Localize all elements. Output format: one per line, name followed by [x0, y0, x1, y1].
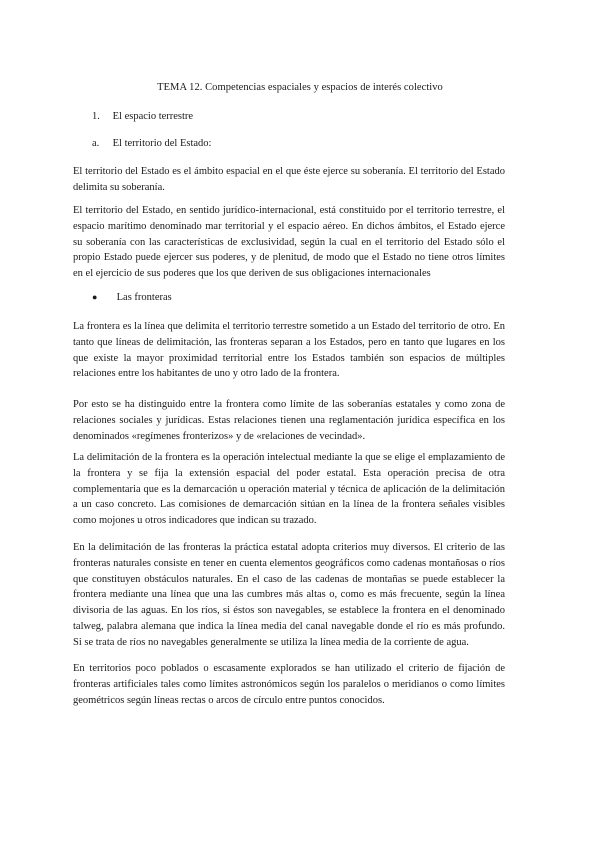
- paragraph-5: La delimitación de la frontera es la operación intelectual mediante la que se elige el emplazamiento de la frontera y se fija la extensión espacial del poder estatal. Esta operación precisa de otra complementaria que es la demarcación u operación material y técnica de aplicación de la delimitación a un caso concreto. Las comisiones de demarcación sitúan en la línea de la frontera señales visibles como mojones u otros indicadores que indican su trazado.: [73, 452, 505, 527]
- bullet-icon: ●: [92, 292, 98, 302]
- subsection-heading-territorio: [92, 138, 211, 149]
- subsection-letter: a.: [92, 138, 100, 149]
- paragraph-3: La frontera es la línea que delimita el territorio terrestre sometido a un Estado del territorio de otro. En tanto que líneas de delimitación, las fronteras separan a los Estados, pero en tanto que lugares en los que existe la mayor proximidad territorial entre los Estados también son espacios de múltiples relaciones entre los habitantes de uno y otro lado de la frontera.: [73, 321, 505, 380]
- subsection-heading-text: El territorio del Estado:: [112, 138, 212, 149]
- bullet-heading-fronteras: [92, 292, 172, 303]
- paragraph-1: El territorio del Estado es el ámbito espacial en el que éste ejerce su soberanía. El territorio del Estado delimita su soberanía.: [73, 166, 505, 193]
- section-heading-text: El espacio terrestre: [112, 111, 194, 122]
- bullet-heading-text: Las fronteras: [116, 292, 172, 303]
- section-number: 1.: [92, 111, 100, 122]
- paragraph-2: El territorio del Estado, en sentido jurídico-internacional, está constituido por el territorio terrestre, el espacio marítimo denominado mar territorial y el espacio aéreo. En dichos ámbitos, el Estado ejerce su soberanía con las características de exclusividad, según la cual en el territorio del Estado sólo el propio Estado puede ejercer sus poderes, y de plenitud, de modo que el Estado no tiene otros límites en el ejercicio de sus poderes que los que deriven de sus obligaciones internacionales: [73, 205, 505, 280]
- paragraph-4: Por esto se ha distinguido entre la frontera como límite de las soberanías estatales y como zona de relaciones sociales y jurídicas. Estas relaciones tienen una reglamentación jurídica específica en los denominados «regímenes fronterizos» y de «relaciones de vecindad».: [73, 399, 505, 442]
- paragraph-6: En la delimitación de las fronteras la práctica estatal adopta criterios muy diversos. El criterio de las fronteras naturales consiste en tener en cuenta elementos geográficos como cadenas montañosas o ríos que constituyen obstáculos naturales. En el caso de las cadenas de montañas se puede establecer la frontera mediante una línea que una las cumbres más altas o, como es más frecuente, según la línea divisoria de las aguas. En los ríos, si éstos son navegables, se establece la frontera en el denominado talweg, palabra alemana que indica la línea media del canal navegable donde el río es más profundo. Si se trata de ríos no navegables generalmente se utiliza la línea media de la corriente de agua.: [73, 542, 505, 648]
- section-heading-espacio-terrestre: [92, 111, 193, 122]
- paragraph-7: En territorios poco poblados o escasamente explorados se han utilizado el criterio de fijación de fronteras artificiales tales como límites astronómicos según los paralelos o meridianos o como límites geométricos según líneas rectas o arcos de círculo entre puntos conocidos.: [73, 663, 505, 706]
- document-title: TEMA 12. Competencias espaciales y espacios de interés colectivo: [157, 82, 443, 93]
